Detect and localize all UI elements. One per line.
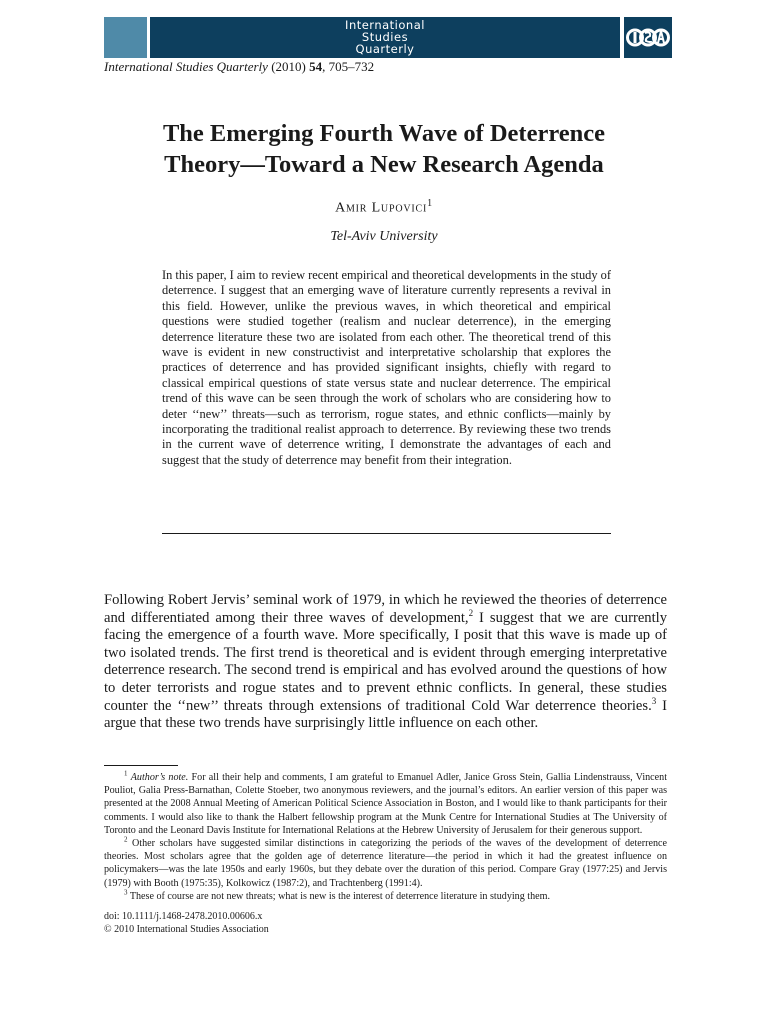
- article-meta: [104, 911, 269, 936]
- footnote-mark: 1: [124, 769, 128, 778]
- citation-volume: 54: [309, 59, 323, 74]
- doi: doi: 10.1111/j.1468-2478.2010.00606.x: [104, 911, 263, 922]
- body-text: Following Robert Jervis’ seminal work of 1979, in which he reviewed the theories of deterrence and differentiated among their three waves of development,: [104, 592, 667, 626]
- footnote-3: [104, 890, 667, 903]
- body-paragraph: [104, 592, 667, 733]
- journal-citation: [104, 59, 374, 75]
- footnote-text: Other scholars have suggested similar distinctions in categorizing the periods of the waves of the development of deterrence theories. Most scholars agree that the golden age of deterrence literature—the period in which it had the greatest influence on policymakers—was the late 1950s and early 1960s, but they debate over the duration of this period. Compare Gray (1977:25) and Jervis (1979) with Booth (1975:35), Kolkowicz (1987:2), and Trachtenberg (1991:4).: [104, 838, 667, 889]
- footnote-1: [104, 771, 667, 837]
- title-line: Theory—Toward a New Research Agenda: [164, 151, 604, 178]
- footnote-text: For all their help and comments, I am grateful to Emanuel Adler, Janice Gross Stein, Gallia Lindenstrauss, Vincent Pouliot, Galia Press-Barnathan, Colette Stoeber, two anonymous reviewers, and the journal’s editors. An earlier version of this paper was presented at the 2008 Annual Meeting of American Political Science Association in Boston, and I would like to thank participants for their comments. I would also like to thank the Halbert fellowship program at the Munk Centre for International Studies at The University of Toronto and the Leonard Davis Institute for International Relations at the Hebrew University of Jerusalem for their generous support.: [104, 772, 667, 836]
- footnote-2: [104, 837, 667, 890]
- journal-name-line: Quarterly: [355, 42, 415, 56]
- citation-journal: International Studies Quarterly: [104, 59, 268, 74]
- body-text: I argue that these two trends have surprisingly little influence on each other.: [104, 697, 667, 732]
- citation-year: (2010): [267, 59, 310, 74]
- footnote-ref-2: 2: [468, 607, 474, 618]
- journal-color-block: [104, 17, 147, 58]
- author-affiliation: Tel-Aviv University: [330, 229, 438, 244]
- footnote-label: Author’s note.: [130, 772, 189, 783]
- abstract: In this paper, I aim to review recent empirical and theoretical developments in the study of deterrence. I suggest that an emerging wave of literature currently represents a revival in this field. However, unlike the previous waves, in which theoretical and empirical questions were studied together (realism and nuclear deterrence), in the emerging deterrence literature these two are isolated from each other. The theoretical trend of this wave is evident in new constructivist and interpretative scholarship that explores the practices of deterrence and has provided significant insights, chiefly with regard to classical empirical questions of state versus state and nuclear deterrence. The empirical trend of this wave can be seen through the work of scholars who are considering how to deter ‘‘new’’ threats—such as terrorism, rogue states, and ethnic conflicts—mainly by incorporating the traditional realist approach to deterrence. By reviewing these two trends in the current wave of deterrence writing, I demonstrate the advantages of each and suggest that the study of deterrence may benefit from their integration.: [162, 268, 611, 467]
- isa-logo-icon: [624, 17, 672, 58]
- footnote-divider: [104, 765, 178, 766]
- footnote-text: These of course are not new threats; what is new is the interest of deterrence literature in studying them.: [127, 890, 550, 902]
- citation-pages: , 705–732: [322, 59, 375, 74]
- author-footnote-mark: 1: [427, 198, 433, 209]
- journal-name-line: International: [345, 18, 425, 32]
- footnote-ref-3: 3: [651, 695, 657, 706]
- footnote-mark: 3: [124, 888, 128, 897]
- title-line: The Emerging Fourth Wave of Deterrence: [162, 120, 606, 147]
- footnote-mark: 2: [124, 835, 128, 844]
- footnotes: [104, 771, 667, 903]
- copyright: © 2010 International Studies Association: [104, 923, 269, 935]
- isa-logo: [624, 17, 672, 58]
- author-name-text: Amir Lupovici: [335, 200, 428, 216]
- article-title: [84, 118, 684, 180]
- author-name: [84, 198, 684, 217]
- journal-name-banner: [150, 17, 620, 58]
- journal-name-line: Studies: [361, 30, 409, 44]
- abstract-divider: [162, 533, 611, 534]
- body-text: I suggest that we are currently facing the emergence of a fourth wave. More specifically, I posit that this wave is made up of two isolated trends. The first trend is theoretical and is evident through emerging interpretative deterrence research. The second trend is empirical and has evolved around the questions of how to deter terrorists and rogue states and to prevent ethnic conflicts. In general, these studies counter the ‘‘new’’ threats through extensions of traditional Cold War deterrence theories.: [104, 609, 668, 714]
